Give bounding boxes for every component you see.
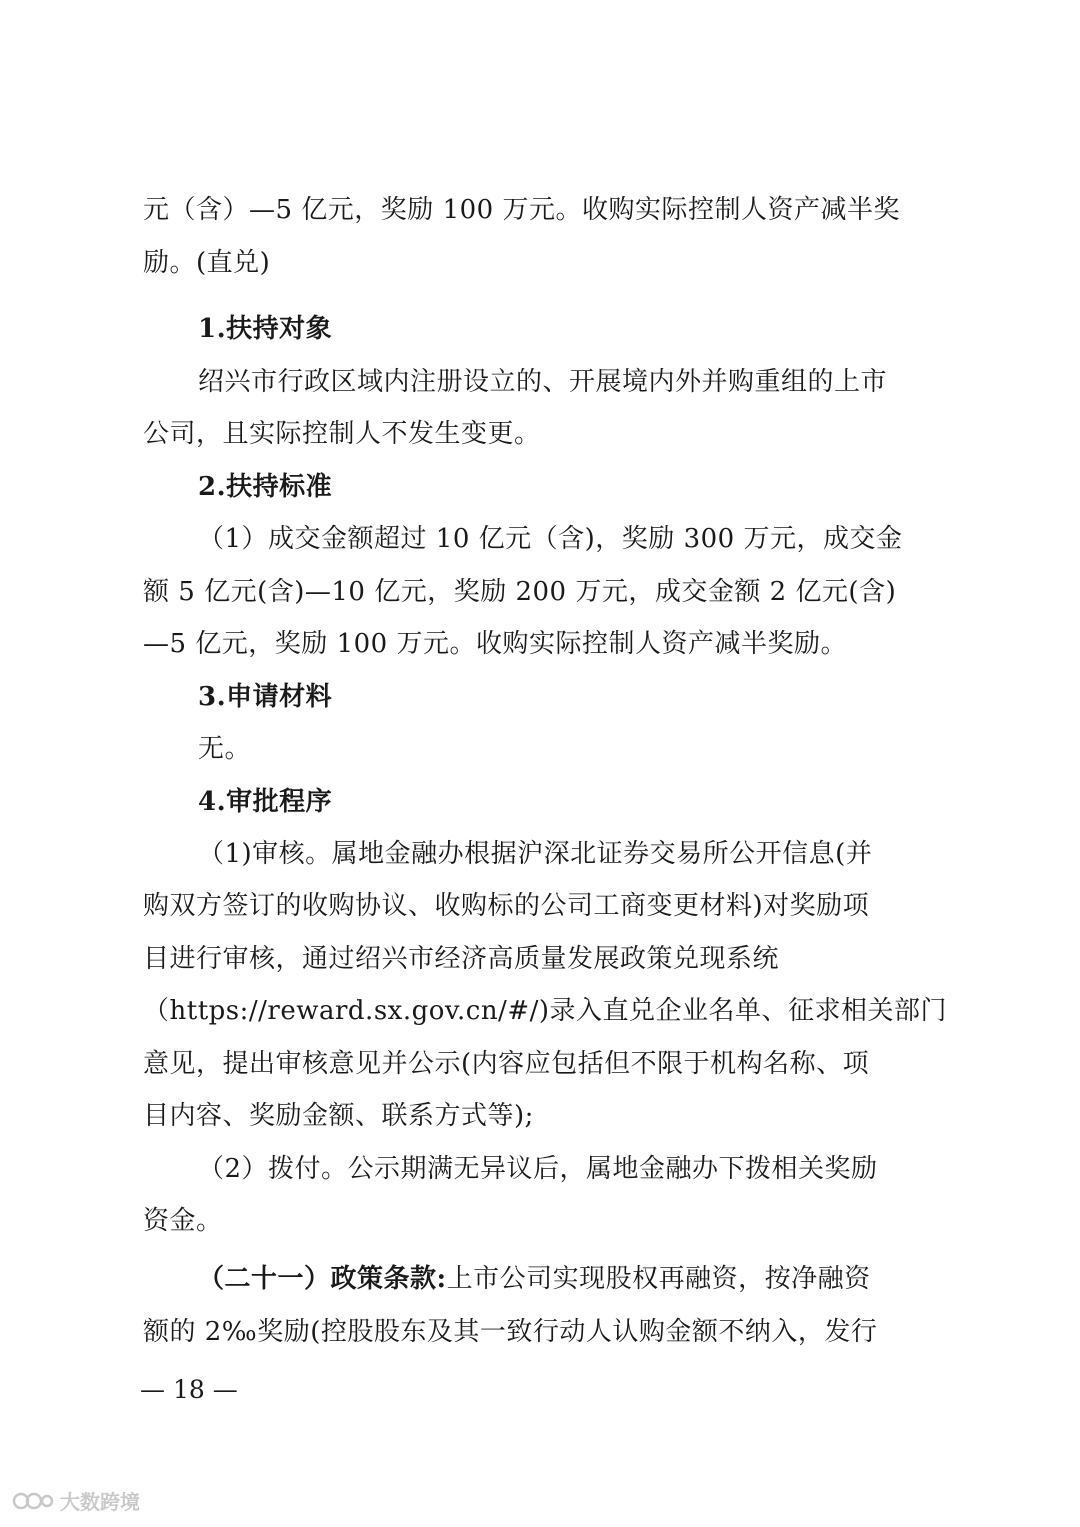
watermark: [12, 1485, 140, 1515]
paragraph-line: —5 亿元，奖励 100 万元。收购实际控制人资产减半奖励。: [143, 629, 847, 659]
watermark-logo-icon: [12, 1487, 54, 1513]
paragraph-line: 额的 2‰奖励(控股股东及其一致行动人认购金额不纳入，发行: [143, 1317, 878, 1347]
paragraph-line: 元（含）—5 亿元，奖励 100 万元。收购实际控制人资产减半奖: [143, 195, 900, 225]
paragraph-line: （https://reward.sx.gov.cn/#/)录入直兑企业名单、征求相关部门: [143, 996, 948, 1026]
paragraph-line: 资金。: [143, 1206, 223, 1236]
paragraph-line: 公司，且实际控制人不发生变更。: [143, 419, 541, 449]
paragraph-line: 无。: [198, 734, 252, 764]
watermark-text: 大数跨境: [60, 1489, 140, 1514]
paragraph-line: 目内容、奖励金额、联系方式等);: [143, 1101, 534, 1131]
paragraph-line: （1）成交金额超过 10 亿元（含)，奖励 300 万元，成交金: [198, 524, 903, 554]
paragraph-line: 励。(直兑): [143, 248, 271, 278]
paragraph-line: 绍兴市行政区域内注册设立的、开展境内外并购重组的上市: [198, 367, 888, 397]
section-heading: 2.扶持标准: [198, 472, 333, 502]
section-heading: 4.审批程序: [198, 787, 333, 817]
paragraph-line: 意见，提出审核意见并公示(内容应包括但不限于机构名称、项: [143, 1049, 870, 1079]
paragraph-line: （2）拨付。公示期满无异议后，属地金融办下拨相关奖励: [198, 1154, 878, 1184]
section-heading: 3.申请材料: [198, 682, 333, 712]
paragraph-line: 目进行审核，通过绍兴市经济高质量发展政策兑现系统: [143, 944, 780, 974]
page-number: — 18 —: [140, 1375, 238, 1404]
paragraph-line: 额 5 亿元(含)—10 亿元，奖励 200 万元，成交金额 2 亿元(含): [143, 577, 897, 607]
section-heading: 1.扶持对象: [198, 314, 333, 344]
clause-line: [198, 1262, 871, 1296]
clause-text: 上市公司实现股权再融资，按净融资: [446, 1264, 871, 1294]
paragraph-line: 购双方签订的收购协议、收购标的公司工商变更材料)对奖励项: [143, 891, 870, 921]
clause-heading: （二十一）政策条款:: [198, 1264, 447, 1294]
paragraph-line: （1)审核。属地金融办根据沪深北证券交易所公开信息(并: [198, 839, 873, 869]
